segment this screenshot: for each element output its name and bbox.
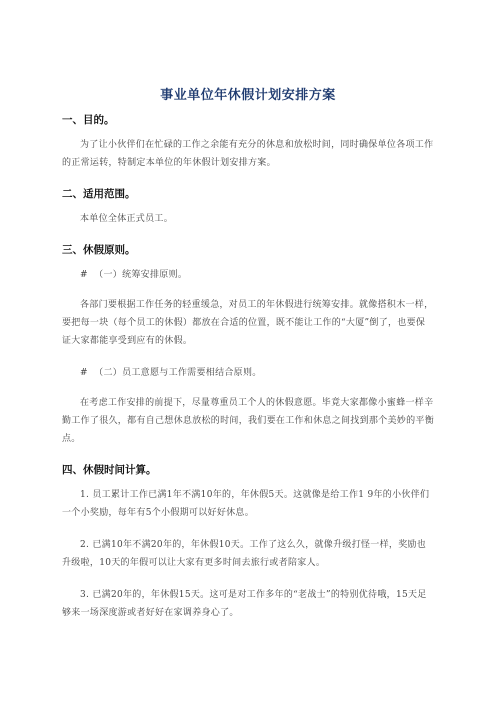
- principle-1-paragraph: 各部门要根据工作任务的轻重缓急，对员工的年休假进行统筹安排。就像搭积木一样，要把每一块（每个员工的休假）都放在合适的位置，既不能让工作的“大厦”倒了，也要保证大家都能享受到应有的休假。: [62, 300, 434, 346]
- purpose-paragraph: 为了让小伙伴们在忙碌的工作之余能有充分的休息和放松时间，同时确保单位各项工作的正常运转，特制定本单位的年休假计划安排方案。: [62, 140, 434, 168]
- calculation-item-2: 2. 已满10年不满20年的，年休假10天。工作了这么久，就像升级打怪一样，奖励也升级啦，10天的年假可以让大家有更多时间去旅行或者陪家人。: [62, 540, 427, 568]
- principle-2-paragraph: 在考虑工作安排的前提下，尽量尊重员工个人的休假意愿。毕竟大家都像小蜜蜂一样辛勤工作了很久，都有自己想休息放松的时间，我们要在工作和休息之间找到那个美妙的平衡点。: [62, 398, 435, 444]
- section-heading-scope: 二、适用范围。: [62, 188, 136, 200]
- section-heading-purpose: 一、目的。: [62, 114, 115, 126]
- section-heading-calculation: 四、休假时间计算。: [62, 464, 157, 476]
- document-title: 事业单位年休假计划安排方案: [160, 88, 336, 103]
- principle-1-title: # （一）统筹安排原则。: [80, 270, 188, 280]
- section-heading-principles: 三、休假原则。: [62, 244, 136, 256]
- scope-paragraph: 本单位全体正式员工。: [80, 214, 174, 224]
- calculation-item-3: 3. 已满20年的，年休假15天。这可是对工作多年的“老战士”的特别优待哦，15天足够来一场深度游或者好好在家调养身心了。: [62, 590, 427, 618]
- calculation-item-1: 1. 员工累计工作已满1年不满10年的，年休假5天。这就像是给工作1 9年的小伙伴们一个小奖励，每年有5个小假期可以好好休息。: [62, 490, 430, 518]
- principle-2-title: # （二）员工意愿与工作需要相结合原则。: [80, 368, 262, 378]
